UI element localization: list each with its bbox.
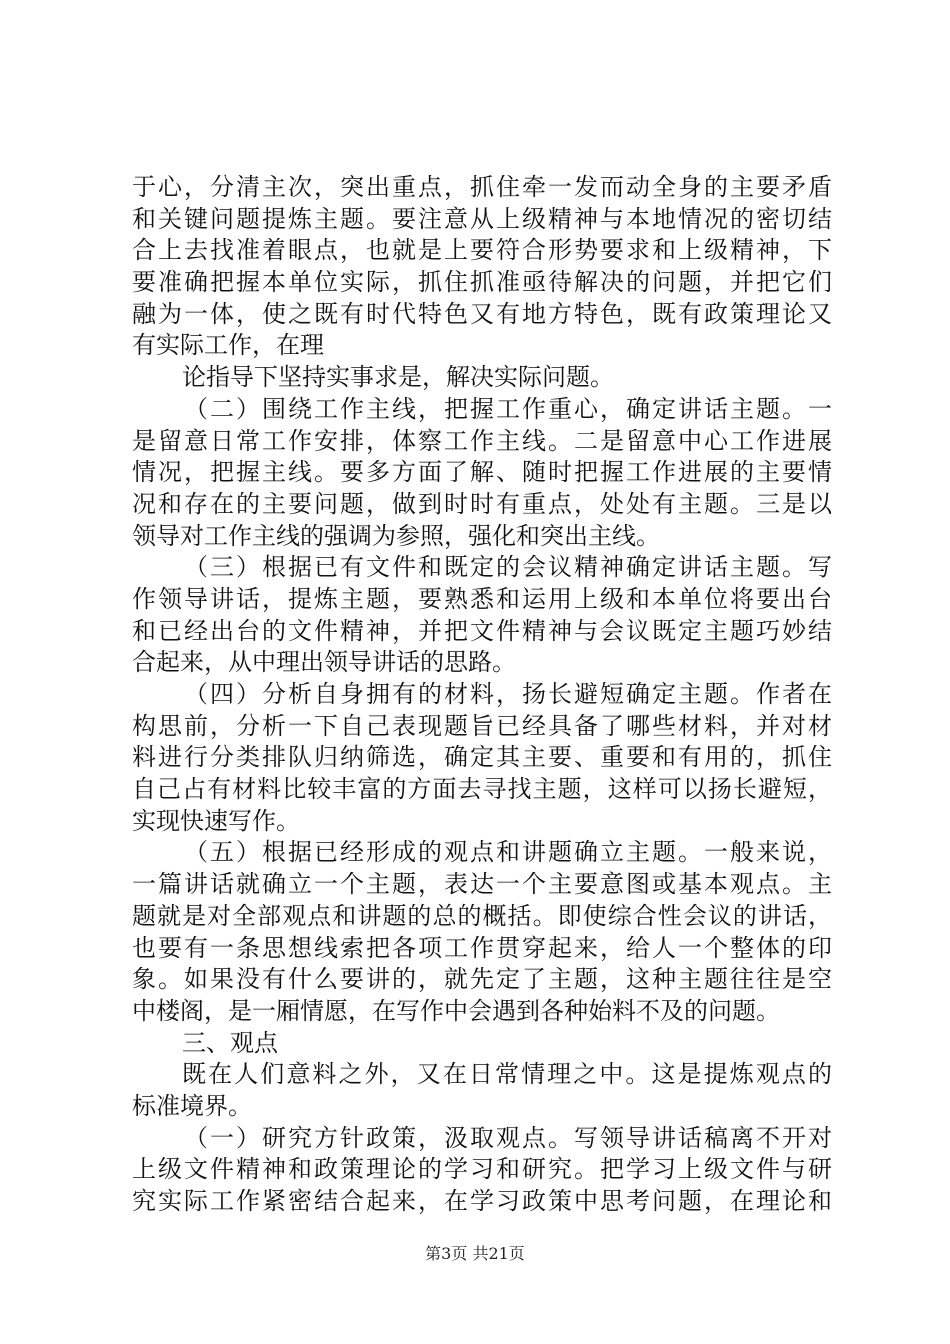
text-line: 料进行分类排队归纳筛选，确定其主要、重要和有用的，抓住 (132, 743, 832, 772)
text-line: 标准境界。 (132, 1091, 252, 1120)
paragraph-start-line: 既在人们意料之外，又在日常情理之中。这是提炼观点的 (182, 1060, 832, 1089)
text-line: 象。如果没有什么要讲的，就先定了主题，这种主题往往是空 (132, 965, 832, 994)
text-line: 于心，分清主次，突出重点，抓住牵一发而动全身的主要矛盾 (132, 173, 832, 201)
section-heading: 三、观点 (182, 1028, 278, 1057)
text-line: 情况，把握主线。要多方面了解、随时把握工作进展的主要情 (132, 458, 832, 487)
text-line: 究实际工作紧密结合起来，在学习政策中思考问题，在理论和 (132, 1187, 832, 1215)
text-line: 是留意日常工作安排，体察工作主线。二是留意中心工作进展 (132, 426, 832, 455)
paragraph-start-line: （五）根据已经形成的观点和讲题确立主题。一般来说， (184, 838, 832, 867)
text-line: 合上去找准着眼点，也就是上要符合形势要求和上级精神，下 (132, 236, 832, 265)
text-line: 领导对工作主线的强调为参照，强化和突出主线。 (132, 521, 660, 550)
text-line: 题就是对全部观点和讲题的总的概括。即使综合性会议的讲话， (132, 901, 832, 930)
text-line: 和已经出台的文件精神，并把文件精神与会议既定主题巧妙结 (132, 616, 832, 645)
text-line: 一篇讲话就确立一个主题，表达一个主要意图或基本观点。主 (132, 870, 832, 899)
paragraph-start-line: （二）围绕工作主线，把握工作重心，确定讲话主题。一 (184, 394, 832, 423)
text-line: 况和存在的主要问题，做到时时有重点，处处有主题。三是以 (132, 489, 832, 518)
page-number-footer: 第3页 共21页 (425, 1244, 525, 1263)
text-line: 融为一体，使之既有时代特色又有地方特色，既有政策理论又 (132, 299, 832, 328)
text-line: 构思前，分析一下自己表现题旨已经具备了哪些材料，并对材 (132, 711, 832, 740)
text-line: 有实际工作，在理 (132, 331, 324, 360)
text-line: 自己占有材料比较丰富的方面去寻找主题，这样可以扬长避短， (132, 775, 832, 804)
text-line: 论指导下坚持实事求是，解决实际问题。 (182, 363, 614, 392)
paragraph-start-line: （一）研究方针政策，汲取观点。写领导讲话稿离不开对 (184, 1123, 832, 1152)
text-line: 和关键问题提炼主题。要注意从上级精神与本地情况的密切结 (132, 204, 832, 233)
paragraph-start-line: （四）分析自身拥有的材料，扬长避短确定主题。作者在 (184, 680, 832, 708)
text-line: 合起来，从中理出领导讲话的思路。 (132, 648, 516, 677)
paragraph-start-line: （三）根据已有文件和既定的会议精神确定讲话主题。写 (184, 553, 832, 582)
text-line: 上级文件精神和政策理论的学习和研究。把学习上级文件与研 (132, 1155, 832, 1184)
text-line: 要准确把握本单位实际，抓住抓准亟待解决的问题，并把它们 (132, 268, 832, 297)
document-body (132, 172, 832, 1218)
text-line: 实现快速写作。 (132, 806, 300, 835)
text-line: 作领导讲话，提炼主题，要熟悉和运用上级和本单位将要出台 (132, 584, 832, 613)
text-line: 也要有一条思想线索把各项工作贯穿起来，给人一个整体的印 (132, 933, 832, 962)
text-line: 中楼阁，是一厢情愿，在写作中会遇到各种始料不及的问题。 (132, 996, 780, 1025)
